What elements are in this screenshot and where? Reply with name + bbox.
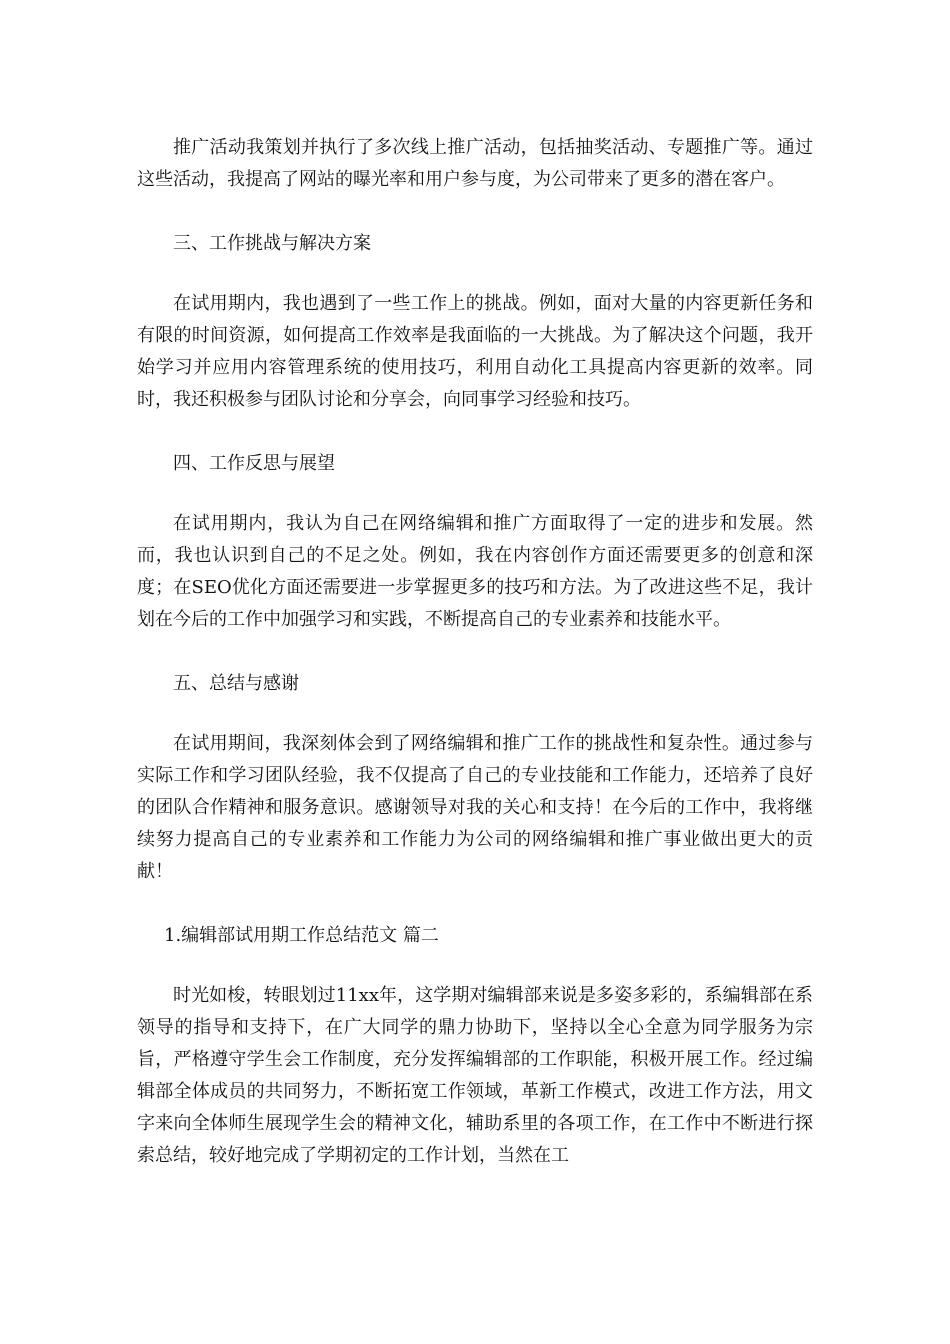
paragraph-reflection: 在试用期内，我认为自己在网络编辑和推广方面取得了一定的进步和发展。然而，我也认识到自己的不足之处。例如，我在内容创作方面还需要更多的创意和深度；在SEO优化方面还需要进一步掌握更多的技巧和方法。为了改进这些不足，我计划在今后的工作中加强学习和实践，不断提高自己的专业素养和技能水平。 xyxy=(137,513,813,630)
section-heading-summary: 五、总结与感谢 xyxy=(173,673,299,694)
paragraph-part-two-intro: 时光如梭，转眼划过11xx年，这学期对编辑部来说是多姿多彩的，系编辑部在系领导的指导和支持下，在广大同学的鼎力协助下，坚持以全心全意为同学服务为宗旨，严格遵守学生会工作制度，充分发挥编辑部的工作职能，积极开展工作。经过编辑部全体成员的共同努力，不断拓宽工作领域，革新工作模式，改进工作方法，用文字来向全体师生展现学生会的精神文化，辅助系里的各项工作，在工作中不断进行探索总结，较好地完成了学期初定的工作计划，当然在工 xyxy=(137,985,813,1166)
paragraph-summary: 在试用期间，我深刻体会到了网络编辑和推广工作的挑战性和复杂性。通过参与实际工作和学习团队经验，我不仅提高了自己的专业技能和工作能力，还培养了良好的团队合作精神和服务意识。感谢领导对我的关心和支持！在今后的工作中，我将继续努力提高自己的专业素养和工作能力为公司的网络编辑和推广事业做出更大的贡献！ xyxy=(137,733,813,882)
document-body xyxy=(137,132,813,1172)
section-heading-reflection: 四、工作反思与展望 xyxy=(173,453,335,474)
article-heading-part-two: 1.编辑部试用期工作总结范文 篇二 xyxy=(164,925,439,946)
paragraph-challenges: 在试用期内，我也遇到了一些工作上的挑战。例如，面对大量的内容更新任务和有限的时间资源，如何提高工作效率是我面临的一大挑战。为了解决这个问题，我开始学习并应用内容管理系统的使用技巧，利用自动化工具提高内容更新的效率。同时，我还积极参与团队讨论和分享会，向同事学习经验和技巧。 xyxy=(137,293,813,410)
section-heading-challenges: 三、工作挑战与解决方案 xyxy=(173,233,371,254)
paragraph-promotion: 推广活动我策划并执行了多次线上推广活动，包括抽奖活动、专题推广等。通过这些活动，我提高了网站的曝光率和用户参与度，为公司带来了更多的潜在客户。 xyxy=(137,137,813,190)
